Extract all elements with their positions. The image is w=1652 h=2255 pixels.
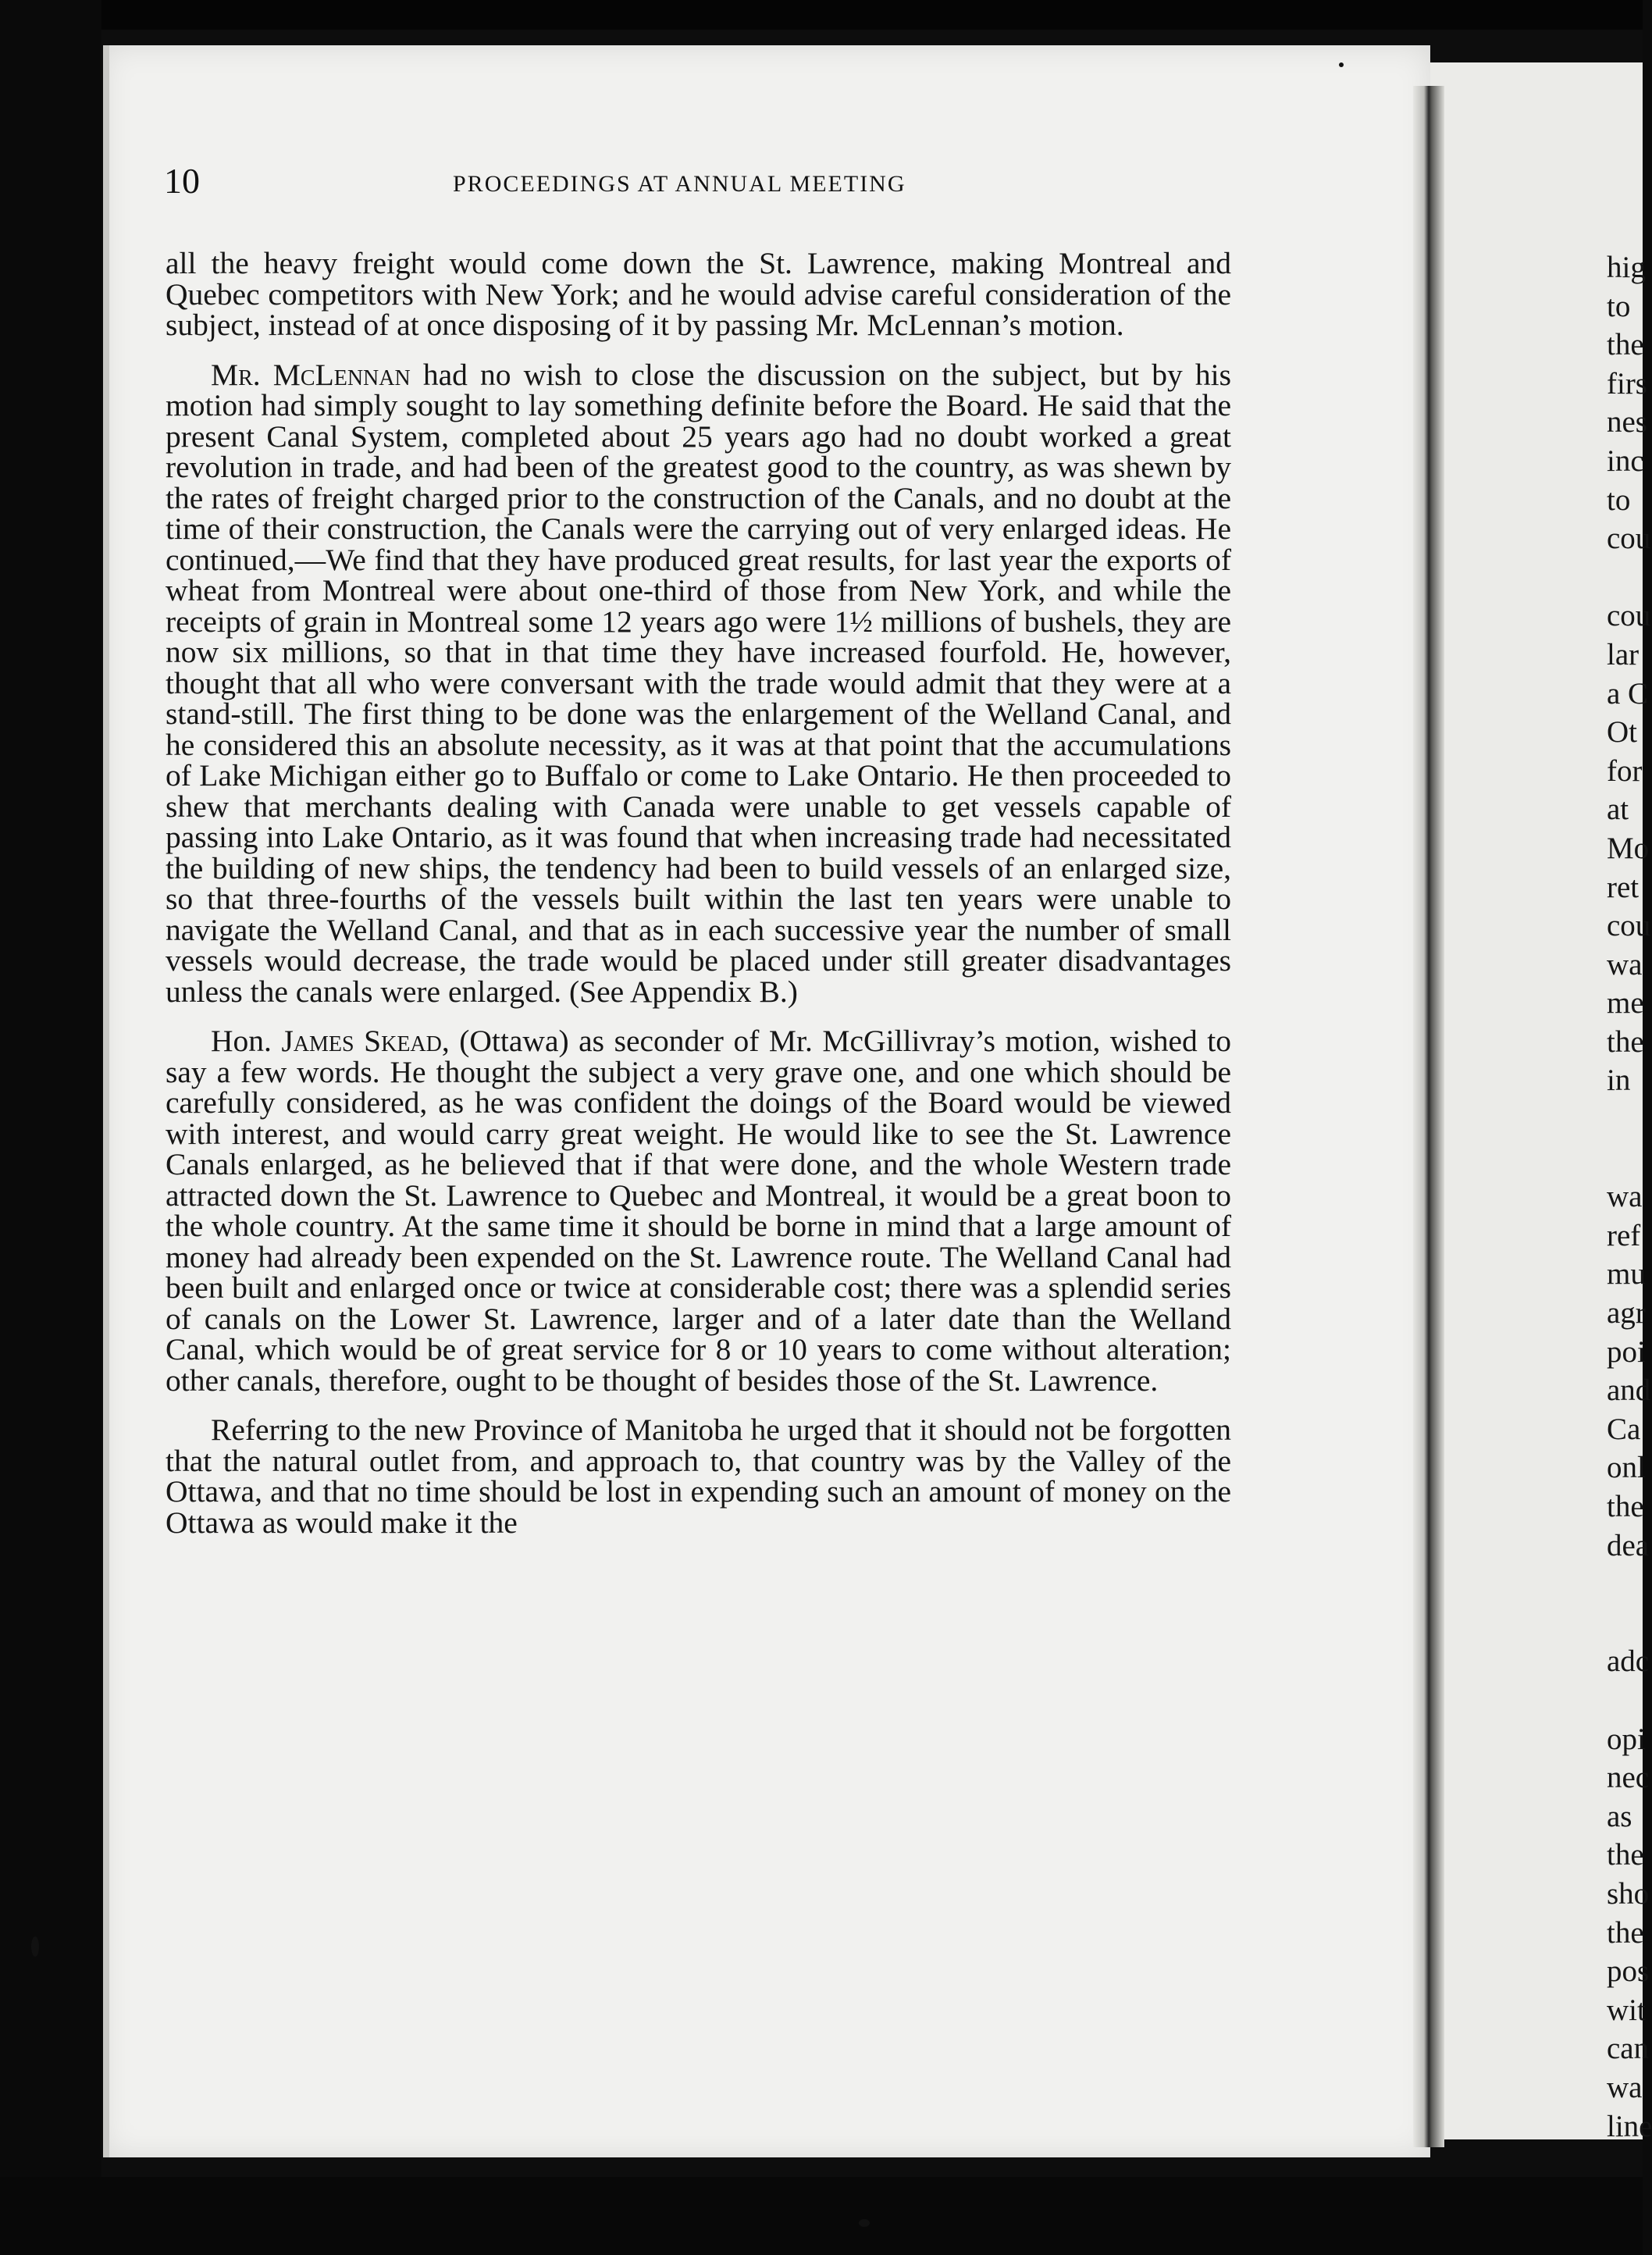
facing-page-fragment: lar <box>1607 637 1640 672</box>
facing-page-fragment: as <box>1607 1799 1632 1833</box>
facing-page-fragment: Mo <box>1607 831 1650 865</box>
facing-page-fragment: wa <box>1607 947 1643 981</box>
page-edge <box>103 45 109 2157</box>
facing-page-fragment: the <box>1607 1024 1644 1059</box>
scan-left-border <box>0 0 101 2255</box>
facing-page-fragment: sho <box>1607 1876 1650 1911</box>
scan-top-border <box>0 0 1643 30</box>
facing-page-fragment: Ot <box>1607 715 1637 750</box>
facing-page-fragment <box>1607 1681 1643 1720</box>
facing-page-fragment: a C <box>1607 676 1649 711</box>
facing-page-fragment: the <box>1607 1490 1644 1523</box>
book-gutter <box>1413 86 1444 2147</box>
page-header <box>164 160 1226 207</box>
facing-page-fragment <box>1607 1139 1643 1178</box>
facing-page-fragment: and <box>1607 1373 1651 1408</box>
facing-page-fragment: mu <box>1607 1257 1646 1291</box>
facing-page-fragment: wit <box>1607 1993 1646 2027</box>
facing-page-fragment: can <box>1607 2032 1650 2066</box>
facing-page-fragment: inc <box>1607 444 1644 478</box>
page-number: 10 <box>164 161 200 201</box>
paragraph-2 <box>166 357 1231 1009</box>
facing-page-fragment: onl <box>1607 1451 1646 1485</box>
running-head: PROCEEDINGS AT ANNUAL MEETING <box>453 171 906 197</box>
facing-page-fragment: in <box>1607 1063 1631 1098</box>
paragraph-1: all the heavy freight would come down the St. Lawrence, making Montreal and Quebec competitors with New York; and he would advise careful consideration of the subject, instead of at once disposing of it by passing Mr. McLennan’s motion. <box>166 246 1231 342</box>
facing-page-fragment: wa <box>1607 2070 1643 2104</box>
facing-page-fragment: pos <box>1607 1954 1650 1989</box>
facing-page-fragment: cou <box>1607 522 1651 556</box>
facing-page-fragment <box>1607 1604 1643 1643</box>
facing-page-fragment: cou <box>1607 909 1651 943</box>
scan-bottom-border <box>0 2177 1643 2255</box>
facing-page-fragment: wa <box>1607 1180 1643 1214</box>
paragraph-4: Referring to the new Province of Manitoba he urged that it should not be forgotten that the natural outlet from, and approach to, that country was by the Valley of the Ottawa, and that no time should be lost in expending such an amount of money on the Ottawa as would make it the <box>166 1412 1231 1540</box>
facing-page-fragment <box>1607 1100 1643 1139</box>
scan-speck <box>859 2219 870 2227</box>
paragraph-3-text: , (Ottawa) as seconder of Mr. McGillivray’s motion, wished to say a few words. He thought the subject a very grave one, and one which should be carefully considered, as he was confident the doings of the Board would be viewed with interest, and would carry great weight. He would like to see the St. Lawrence Canals enlarged, as he believed that if that were done, and the whole Western trade attracted down the St. Lawrence to Quebec and Montreal, it would be a great boon to the whole country. At the same time it should be borne in mind that a large amount of money had already been expended on the St. Lawrence route. The Welland Canal had been built and enlarged once or twice at considerable cost; there was a splendid series of canals on the Lower St. Lawrence, larger and of a later date than the Welland Canal, which would be of great service for 8 or 10 years to come without alteration; other canals, therefore, ought to be thought of besides those of the St. Lawrence. <box>166 1024 1231 1398</box>
speaker-skead: James Skead <box>281 1024 442 1058</box>
facing-page-text <box>1607 248 1652 2146</box>
facing-page-fragment: line <box>1607 2109 1652 2143</box>
facing-page-fragment <box>1607 558 1643 597</box>
facing-page-fragment: poi <box>1607 1334 1646 1369</box>
facing-page-fragment: the <box>1607 1915 1644 1950</box>
scan-speck <box>31 1936 39 1957</box>
facing-page-fragment: nec <box>1607 1761 1650 1795</box>
facing-page-fragment: Ca <box>1607 1412 1641 1446</box>
facing-page-fragment: adc <box>1607 1644 1650 1679</box>
facing-page-fragment: ref <box>1607 1218 1641 1252</box>
facing-page-fragment: opi <box>1607 1722 1646 1756</box>
body-text <box>166 248 1231 1538</box>
paragraph-2-text: had no wish to close the discussion on the subject, but by his motion had simply sought to lay something definite before the Board. He said that the present Canal System, completed about 25 years ago had no doubt worked a great revolution in trade, and had been of the greatest good to the country, as was shewn by the rates of freight charged prior to the construction of the Canals, and no doubt at the time of their construction, the Canals were the carrying out of very enlarged ideas. He continued,—We find that they have produced great results, for last year the exports of wheat from Montreal were about one-third of those from New York, and while the receipts of grain in Montreal some 12 years ago were 1½ millions of bushels, they are now six millions, so that in that time they have increased fourfold. He, however, thought that all who were conversant with the trade would admit that they were at a stand-still. The first thing to be done was the enlargement of the Welland Canal, and he considered this an absolute necessity, as it was at that point that the accumulations of Lake Michigan either go to Buffalo or come to Lake Ontario. He then proceeded to shew that merchants dealing with Canada were unable to get vessels capable of passing into Lake Ontario, as it was found that when increasing trade had necessitated the building of new ships, the tendency had been to build vessels of an enlarged size, so that three-fourths of the vessels built within the last ten years were unable to navigate the Welland Canal, and that as in each successive year the number of small vessels would decrease, the trade would be placed under still greater disadvantages unless the canals were enlarged. (See Appendix B.) <box>166 357 1231 1009</box>
facing-page-fragment: cou <box>1607 599 1651 633</box>
facing-page-fragment: the <box>1607 1838 1644 1872</box>
speaker-prefix: Hon. <box>211 1024 282 1058</box>
facing-page-fragment: firs <box>1607 366 1647 401</box>
facing-page-fragment: for <box>1607 753 1643 788</box>
facing-page-fragment: to <box>1607 289 1631 323</box>
facing-page-fragment: the <box>1607 328 1644 362</box>
facing-page-fragment: dea <box>1607 1528 1650 1562</box>
facing-page-fragment: hig <box>1607 251 1646 284</box>
facing-page-fragment <box>1607 1565 1643 1604</box>
facing-page-fragment: nes <box>1607 405 1647 440</box>
facing-page-fragment: ret <box>1607 870 1640 904</box>
speaker-mclennan: Mr. McLennan <box>211 357 411 392</box>
facing-page-fragment: agr <box>1607 1296 1646 1331</box>
facing-page-fragment: at <box>1607 793 1629 827</box>
facing-page-fragment: me <box>1607 986 1644 1021</box>
facing-page-fragment: to <box>1607 483 1631 517</box>
paragraph-3 <box>166 1026 1231 1396</box>
scan-speck <box>1339 62 1344 67</box>
